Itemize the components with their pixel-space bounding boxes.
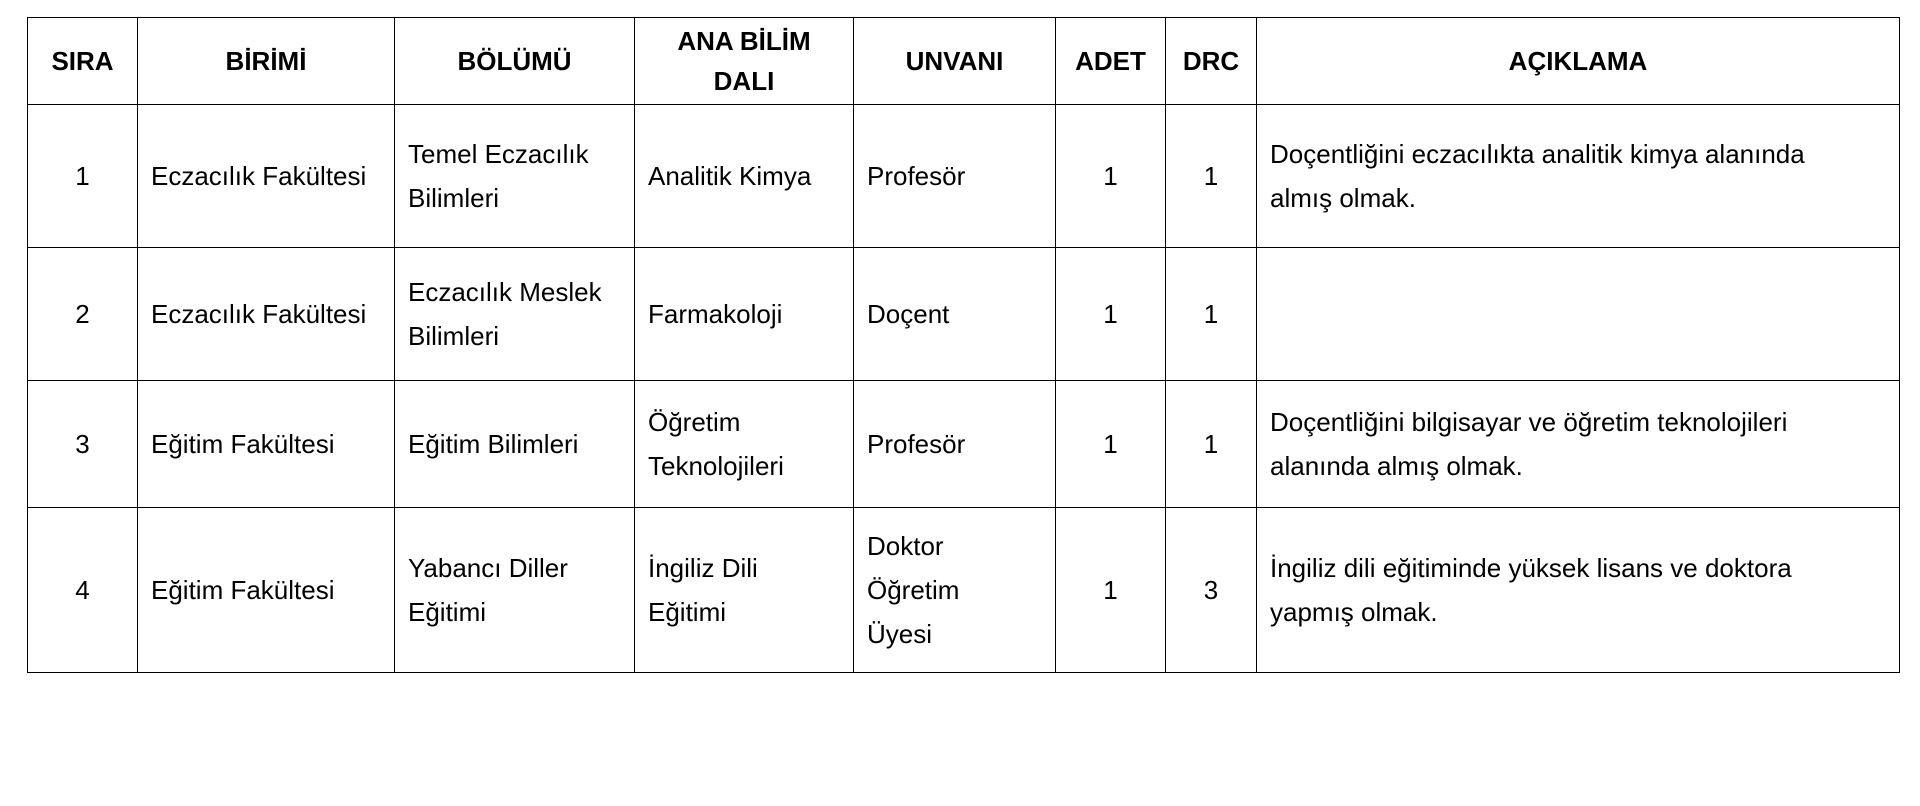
cell-birimi: Eğitim Fakültesi	[138, 508, 395, 673]
cell-adet: 1	[1056, 105, 1166, 248]
cell-birimi: Eczacılık Fakültesi	[138, 105, 395, 248]
cell-ana-bilim-dali: Farmakoloji	[635, 248, 854, 381]
header-ana-bilim-dali: ANA BİLİM DALI	[635, 18, 854, 105]
cell-bolumu: Eğitim Bilimleri	[395, 381, 635, 508]
cell-unvani: Profesör	[854, 105, 1056, 248]
header-aciklama: AÇIKLAMA	[1257, 18, 1900, 105]
table-row	[28, 381, 1900, 508]
header-birimi: BİRİMİ	[138, 18, 395, 105]
cell-sira: 4	[28, 508, 138, 673]
cell-adet: 1	[1056, 248, 1166, 381]
cell-sira: 1	[28, 105, 138, 248]
cell-adet: 1	[1056, 381, 1166, 508]
cell-sira: 2	[28, 248, 138, 381]
table-row	[28, 508, 1900, 673]
cell-bolumu: Yabancı Diller Eğitimi	[395, 508, 635, 673]
cell-unvani: Doktor Öğretim Üyesi	[854, 508, 1056, 673]
cell-adet: 1	[1056, 508, 1166, 673]
cell-aciklama: Doçentliğini bilgisayar ve öğretim teknolojileri alanında almış olmak.	[1257, 381, 1900, 508]
staff-position-table	[27, 17, 1900, 673]
cell-drc: 1	[1166, 105, 1257, 248]
cell-birimi: Eczacılık Fakültesi	[138, 248, 395, 381]
table-header-row	[28, 18, 1900, 105]
header-unvani: UNVANI	[854, 18, 1056, 105]
cell-ana-bilim-dali: Öğretim Teknolojileri	[635, 381, 854, 508]
table-row	[28, 248, 1900, 381]
cell-sira: 3	[28, 381, 138, 508]
cell-bolumu: Temel Eczacılık Bilimleri	[395, 105, 635, 248]
cell-aciklama: Doçentliğini eczacılıkta analitik kimya alanında almış olmak.	[1257, 105, 1900, 248]
cell-ana-bilim-dali: İngiliz Dili Eğitimi	[635, 508, 854, 673]
table-row	[28, 105, 1900, 248]
cell-unvani: Doçent	[854, 248, 1056, 381]
cell-unvani: Profesör	[854, 381, 1056, 508]
cell-drc: 1	[1166, 381, 1257, 508]
header-adet: ADET	[1056, 18, 1166, 105]
cell-bolumu: Eczacılık Meslek Bilimleri	[395, 248, 635, 381]
header-sira: SIRA	[28, 18, 138, 105]
cell-aciklama: İngiliz dili eğitiminde yüksek lisans ve doktora yapmış olmak.	[1257, 508, 1900, 673]
cell-drc: 3	[1166, 508, 1257, 673]
cell-ana-bilim-dali: Analitik Kimya	[635, 105, 854, 248]
cell-drc: 1	[1166, 248, 1257, 381]
cell-aciklama	[1257, 248, 1900, 381]
cell-birimi: Eğitim Fakültesi	[138, 381, 395, 508]
header-drc: DRC	[1166, 18, 1257, 105]
header-bolumu: BÖLÜMÜ	[395, 18, 635, 105]
